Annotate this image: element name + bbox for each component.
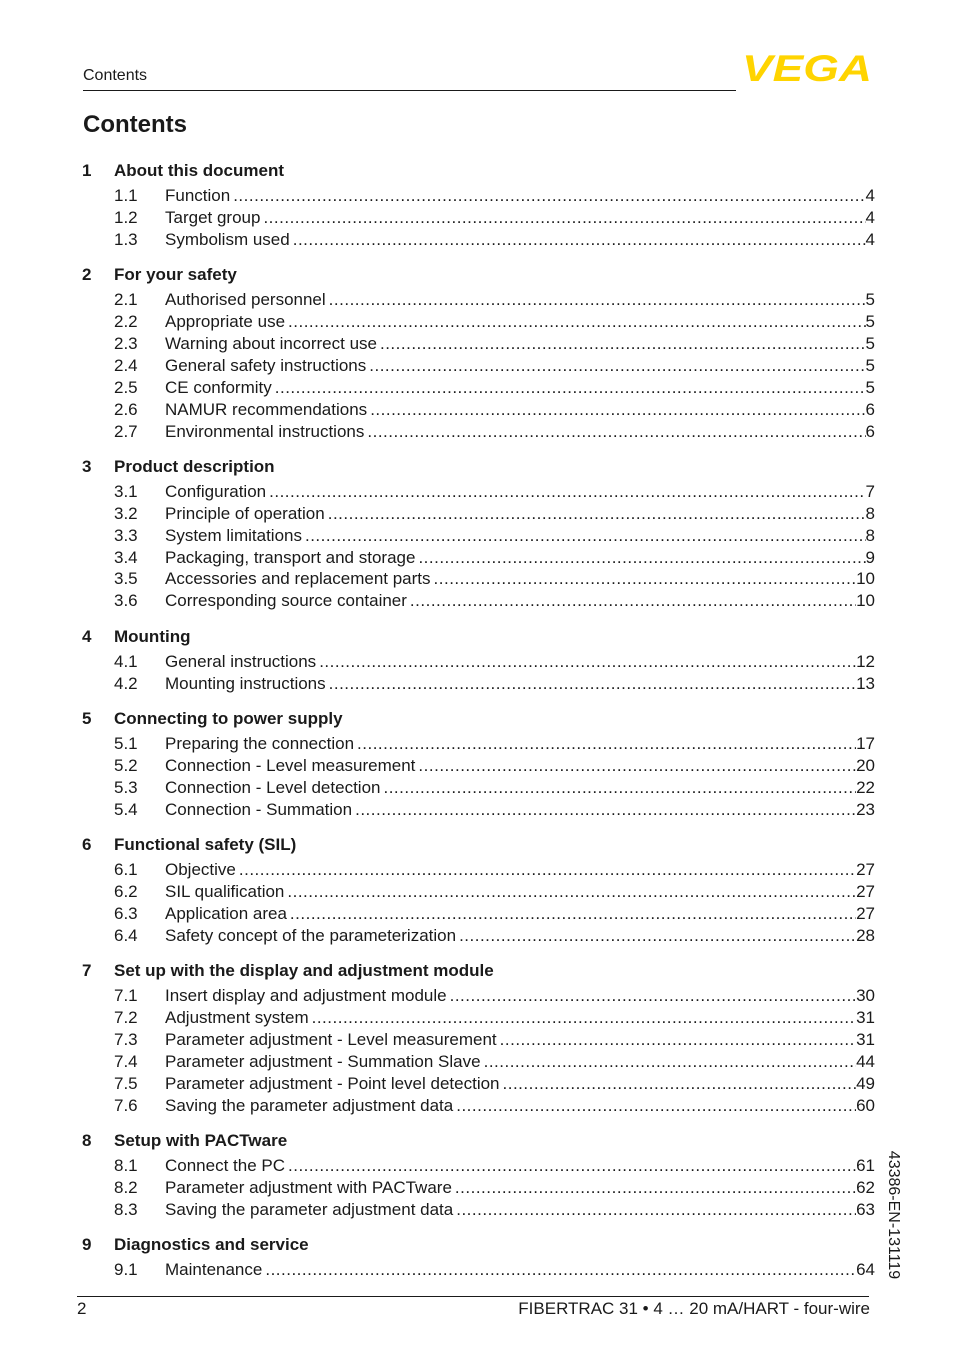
entry-number: 6.3 xyxy=(114,903,138,923)
toc-section xyxy=(82,1234,875,1281)
entry-title: Safety concept of the parameterization xyxy=(165,925,457,945)
entry-page-number: 4 xyxy=(865,229,875,249)
toc-entry[interactable] xyxy=(82,421,875,443)
dot-leader xyxy=(236,859,856,881)
toc-entry[interactable] xyxy=(82,673,875,695)
entry-title: Connection - Level detection xyxy=(165,777,381,797)
toc-section xyxy=(82,1130,875,1221)
toc-section xyxy=(82,708,875,821)
entry-title: Objective xyxy=(165,860,236,880)
dot-leader xyxy=(309,1007,856,1029)
entry-number: 3.6 xyxy=(114,591,138,611)
toc-section xyxy=(82,960,875,1116)
section-title: Mounting xyxy=(114,626,191,646)
toc-section-heading[interactable] xyxy=(82,1130,875,1152)
entry-page-number: 8 xyxy=(865,525,875,545)
entry-title: General safety instructions xyxy=(165,355,367,375)
toc-entry[interactable] xyxy=(82,1177,875,1199)
toc-section xyxy=(82,834,875,947)
entry-title: Configuration xyxy=(165,481,267,501)
entry-number: 2.5 xyxy=(114,377,138,397)
dot-leader xyxy=(407,590,856,612)
header-label: Contents xyxy=(83,67,148,84)
toc-entry[interactable] xyxy=(82,1051,875,1073)
entry-number: 3.5 xyxy=(114,569,138,589)
entry-title: System limitations xyxy=(165,525,302,545)
entry-title: Appropriate use xyxy=(165,312,286,332)
entry-page-number: 4 xyxy=(865,207,875,227)
section-number: 6 xyxy=(82,835,92,855)
section-number: 7 xyxy=(82,961,92,981)
toc-entry[interactable] xyxy=(82,859,875,881)
dot-leader xyxy=(260,207,865,229)
toc-section xyxy=(82,160,875,251)
document-code: 43386-EN-131119 xyxy=(885,1150,902,1280)
entry-page-number: 7 xyxy=(865,481,875,501)
toc-entry[interactable] xyxy=(82,590,875,612)
dot-leader xyxy=(326,289,866,311)
dot-leader xyxy=(377,333,866,355)
entry-title: Parameter adjustment - Point level detection xyxy=(165,1073,500,1093)
entry-number: 5.3 xyxy=(114,777,138,797)
dot-leader xyxy=(415,547,865,569)
entry-page-number: 8 xyxy=(865,503,875,523)
entry-number: 1.1 xyxy=(114,186,138,205)
entry-title: General instructions xyxy=(165,651,317,671)
dot-leader xyxy=(452,1177,856,1199)
toc-entry[interactable] xyxy=(82,1007,875,1029)
dot-leader xyxy=(380,777,856,799)
dot-leader xyxy=(284,881,856,903)
entry-number: 2.4 xyxy=(114,355,138,375)
dot-leader xyxy=(456,925,856,947)
toc-entry[interactable] xyxy=(82,481,875,503)
entry-number: 7.4 xyxy=(114,1051,138,1071)
toc-entry[interactable] xyxy=(82,207,875,229)
entry-title: Accessories and replacement parts xyxy=(165,569,431,589)
section-title: About this document xyxy=(114,161,284,180)
entry-number: 7.1 xyxy=(114,986,138,1006)
entry-page-number: 12 xyxy=(856,651,875,671)
page-title: Contents xyxy=(83,111,187,138)
entry-number: 7.6 xyxy=(114,1095,138,1115)
entry-number: 2.1 xyxy=(114,290,138,310)
entry-number: 1.2 xyxy=(114,207,138,227)
dot-leader xyxy=(266,481,865,503)
entry-page-number: 28 xyxy=(856,925,875,945)
toc-entry[interactable] xyxy=(82,503,875,525)
entry-number: 1.3 xyxy=(114,229,138,249)
toc-entry[interactable] xyxy=(82,377,875,399)
entry-number: 8.3 xyxy=(114,1199,138,1219)
vega-logo xyxy=(741,52,873,84)
toc-entry[interactable] xyxy=(82,925,875,947)
section-title: Diagnostics and service xyxy=(114,1235,309,1255)
entry-number: 4.2 xyxy=(114,673,138,693)
entry-page-number: 5 xyxy=(865,312,875,332)
toc-entry[interactable] xyxy=(82,1199,875,1221)
section-title: For your safety xyxy=(114,265,237,285)
entry-number: 2.3 xyxy=(114,333,138,353)
section-title: Product description xyxy=(114,456,275,476)
toc-entry[interactable] xyxy=(82,185,875,207)
entry-page-number: 64 xyxy=(856,1260,875,1280)
entry-page-number: 44 xyxy=(856,1051,875,1071)
entry-number: 3.2 xyxy=(114,503,138,523)
entry-number: 6.4 xyxy=(114,925,138,945)
toc-entry[interactable] xyxy=(82,881,875,903)
dot-leader xyxy=(285,1155,856,1177)
entry-number: 3.1 xyxy=(114,481,138,501)
toc-entry[interactable] xyxy=(82,333,875,355)
section-number: 8 xyxy=(82,1131,92,1150)
toc-entry[interactable] xyxy=(82,1073,875,1095)
toc-section-heading[interactable] xyxy=(82,160,875,182)
dot-leader xyxy=(272,377,866,399)
dot-leader xyxy=(453,1199,856,1221)
toc-entry[interactable] xyxy=(82,568,875,590)
dot-leader xyxy=(287,903,856,925)
entry-page-number: 10 xyxy=(856,569,875,589)
entry-number: 7.3 xyxy=(114,1029,138,1049)
entry-page-number: 20 xyxy=(856,755,875,775)
toc-entry[interactable] xyxy=(82,355,875,377)
toc-section xyxy=(82,264,875,442)
entry-title: Parameter adjustment - Level measurement xyxy=(165,1029,497,1049)
dot-leader xyxy=(230,185,865,207)
dot-leader xyxy=(290,229,866,251)
entry-title: CE conformity xyxy=(165,377,272,397)
entry-title: Principle of operation xyxy=(165,503,325,523)
entry-number: 3.4 xyxy=(114,547,138,567)
toc-entry[interactable] xyxy=(82,651,875,673)
entry-title: Connection - Level measurement xyxy=(165,755,416,775)
entry-number: 5.2 xyxy=(114,755,138,775)
entry-title: Corresponding source container xyxy=(165,591,407,611)
dot-leader xyxy=(497,1029,856,1051)
entry-number: 6.1 xyxy=(114,860,138,880)
dot-leader xyxy=(262,1259,856,1281)
section-number: 3 xyxy=(82,456,92,476)
entry-page-number: 4 xyxy=(865,186,875,205)
section-number: 1 xyxy=(82,161,92,180)
section-title: Connecting to power supply xyxy=(114,709,343,729)
entry-page-number: 61 xyxy=(856,1156,875,1175)
entry-number: 5.1 xyxy=(114,734,138,754)
toc-section xyxy=(82,626,875,695)
entry-title: Preparing the connection xyxy=(165,734,355,754)
dot-leader xyxy=(431,568,857,590)
toc-entry[interactable] xyxy=(82,547,875,569)
entry-page-number: 6 xyxy=(865,421,875,441)
entry-page-number: 5 xyxy=(865,355,875,375)
dot-leader xyxy=(354,733,856,755)
entry-number: 2.2 xyxy=(114,312,138,332)
toc-section-heading[interactable] xyxy=(82,708,875,730)
toc-entry[interactable] xyxy=(82,733,875,755)
entry-page-number: 27 xyxy=(856,881,875,901)
dot-leader xyxy=(415,755,856,777)
dot-leader xyxy=(325,503,866,525)
toc-entry[interactable] xyxy=(82,525,875,547)
toc-section-heading[interactable] xyxy=(82,960,875,982)
footer-product-name: FIBERTRAC 31 • 4 … 20 mA/HART - four-wire xyxy=(518,1299,870,1318)
entry-title: Target group xyxy=(165,207,261,227)
entry-page-number: 5 xyxy=(865,290,875,310)
toc-section-heading[interactable] xyxy=(82,834,875,856)
entry-number: 4.1 xyxy=(114,651,138,671)
toc-entry[interactable] xyxy=(82,777,875,799)
section-title: Functional safety (SIL) xyxy=(114,835,297,855)
dot-leader xyxy=(366,355,865,377)
entry-page-number: 22 xyxy=(856,777,875,797)
entry-number: 3.3 xyxy=(114,525,138,545)
section-title: Setup with PACTware xyxy=(114,1131,288,1150)
entry-page-number: 31 xyxy=(856,1029,875,1049)
section-number: 5 xyxy=(82,709,92,729)
entry-page-number: 60 xyxy=(856,1095,875,1115)
section-title: Set up with the display and adjustment module xyxy=(114,961,494,981)
entry-number: 7.5 xyxy=(114,1073,138,1093)
entry-title: Application area xyxy=(165,903,287,923)
dot-leader xyxy=(302,525,866,547)
toc-entry[interactable] xyxy=(82,755,875,777)
toc-entry[interactable] xyxy=(82,985,875,1007)
entry-number: 5.4 xyxy=(114,799,138,819)
entry-number: 9.1 xyxy=(114,1260,138,1280)
entry-title: Adjustment system xyxy=(165,1008,309,1028)
dot-leader xyxy=(500,1073,857,1095)
entry-page-number: 27 xyxy=(856,903,875,923)
entry-page-number: 23 xyxy=(856,799,875,819)
entry-page-number: 17 xyxy=(856,734,875,754)
toc-entry[interactable] xyxy=(82,1029,875,1051)
toc-entry[interactable] xyxy=(82,311,875,333)
entry-page-number: 49 xyxy=(856,1073,875,1093)
entry-page-number: 10 xyxy=(856,591,875,611)
entry-page-number: 63 xyxy=(856,1199,875,1219)
toc-entry[interactable] xyxy=(82,799,875,821)
entry-title: Packaging, transport and storage xyxy=(165,547,416,567)
entry-page-number: 27 xyxy=(856,860,875,880)
toc-section-heading[interactable] xyxy=(82,1234,875,1256)
toc-entry[interactable] xyxy=(82,1259,875,1281)
entry-title: Parameter adjustment - Summation Slave xyxy=(165,1051,481,1071)
entry-page-number: 31 xyxy=(856,1008,875,1028)
entry-title: Insert display and adjustment module xyxy=(165,986,447,1006)
entry-page-number: 5 xyxy=(865,377,875,397)
dot-leader xyxy=(481,1051,856,1073)
footer-page-number: 2 xyxy=(77,1299,87,1318)
dot-leader xyxy=(364,421,865,443)
entry-page-number: 9 xyxy=(865,547,875,567)
toc-entry[interactable] xyxy=(82,289,875,311)
entry-page-number: 5 xyxy=(865,333,875,353)
entry-title: Maintenance xyxy=(165,1260,263,1280)
table-of-contents xyxy=(82,160,875,1295)
entry-page-number: 13 xyxy=(856,673,875,693)
dot-leader xyxy=(447,985,856,1007)
dot-leader xyxy=(453,1095,856,1117)
entry-title: Connect the PC xyxy=(165,1156,286,1175)
section-number: 9 xyxy=(82,1235,92,1255)
entry-title: NAMUR recommendations xyxy=(165,399,368,419)
dot-leader xyxy=(367,399,865,421)
entry-page-number: 6 xyxy=(865,399,875,419)
entry-number: 8.2 xyxy=(114,1177,138,1197)
entry-title: Connection - Summation xyxy=(165,799,353,819)
dot-leader xyxy=(352,799,856,821)
entry-page-number: 62 xyxy=(856,1177,875,1197)
toc-entry[interactable] xyxy=(82,399,875,421)
header-rule xyxy=(83,90,736,91)
toc-entry[interactable] xyxy=(82,1155,875,1177)
entry-number: 6.2 xyxy=(114,881,138,901)
entry-title: Saving the parameter adjustment data xyxy=(165,1095,454,1115)
toc-entry[interactable] xyxy=(82,1095,875,1117)
entry-page-number: 30 xyxy=(856,986,875,1006)
dot-leader xyxy=(316,651,856,673)
toc-section xyxy=(82,456,875,612)
entry-title: Function xyxy=(165,186,231,205)
entry-number: 7.2 xyxy=(114,1008,138,1028)
entry-title: Warning about incorrect use xyxy=(165,333,377,353)
toc-section-heading[interactable] xyxy=(82,626,875,648)
entry-number: 8.1 xyxy=(114,1156,138,1175)
section-number: 4 xyxy=(82,626,92,646)
toc-section-heading[interactable] xyxy=(82,264,875,286)
entry-title: Mounting instructions xyxy=(165,673,326,693)
entry-title: Saving the parameter adjustment data xyxy=(165,1199,454,1219)
entry-title: Parameter adjustment with PACTware xyxy=(165,1177,452,1197)
entry-title: SIL qualification xyxy=(165,881,285,901)
entry-title: Environmental instructions xyxy=(165,421,365,441)
toc-section-heading[interactable] xyxy=(82,456,875,478)
toc-entry[interactable] xyxy=(82,903,875,925)
footer-rule xyxy=(77,1296,869,1297)
section-number: 2 xyxy=(82,265,92,285)
dot-leader xyxy=(285,311,866,333)
entry-number: 2.7 xyxy=(114,421,138,441)
dot-leader xyxy=(326,673,856,695)
vega-logo-text: VEGA xyxy=(742,52,872,84)
entry-title: Authorised personnel xyxy=(165,290,326,310)
toc-entry[interactable] xyxy=(82,229,875,251)
entry-number: 2.6 xyxy=(114,399,138,419)
entry-title: Symbolism used xyxy=(165,229,290,249)
